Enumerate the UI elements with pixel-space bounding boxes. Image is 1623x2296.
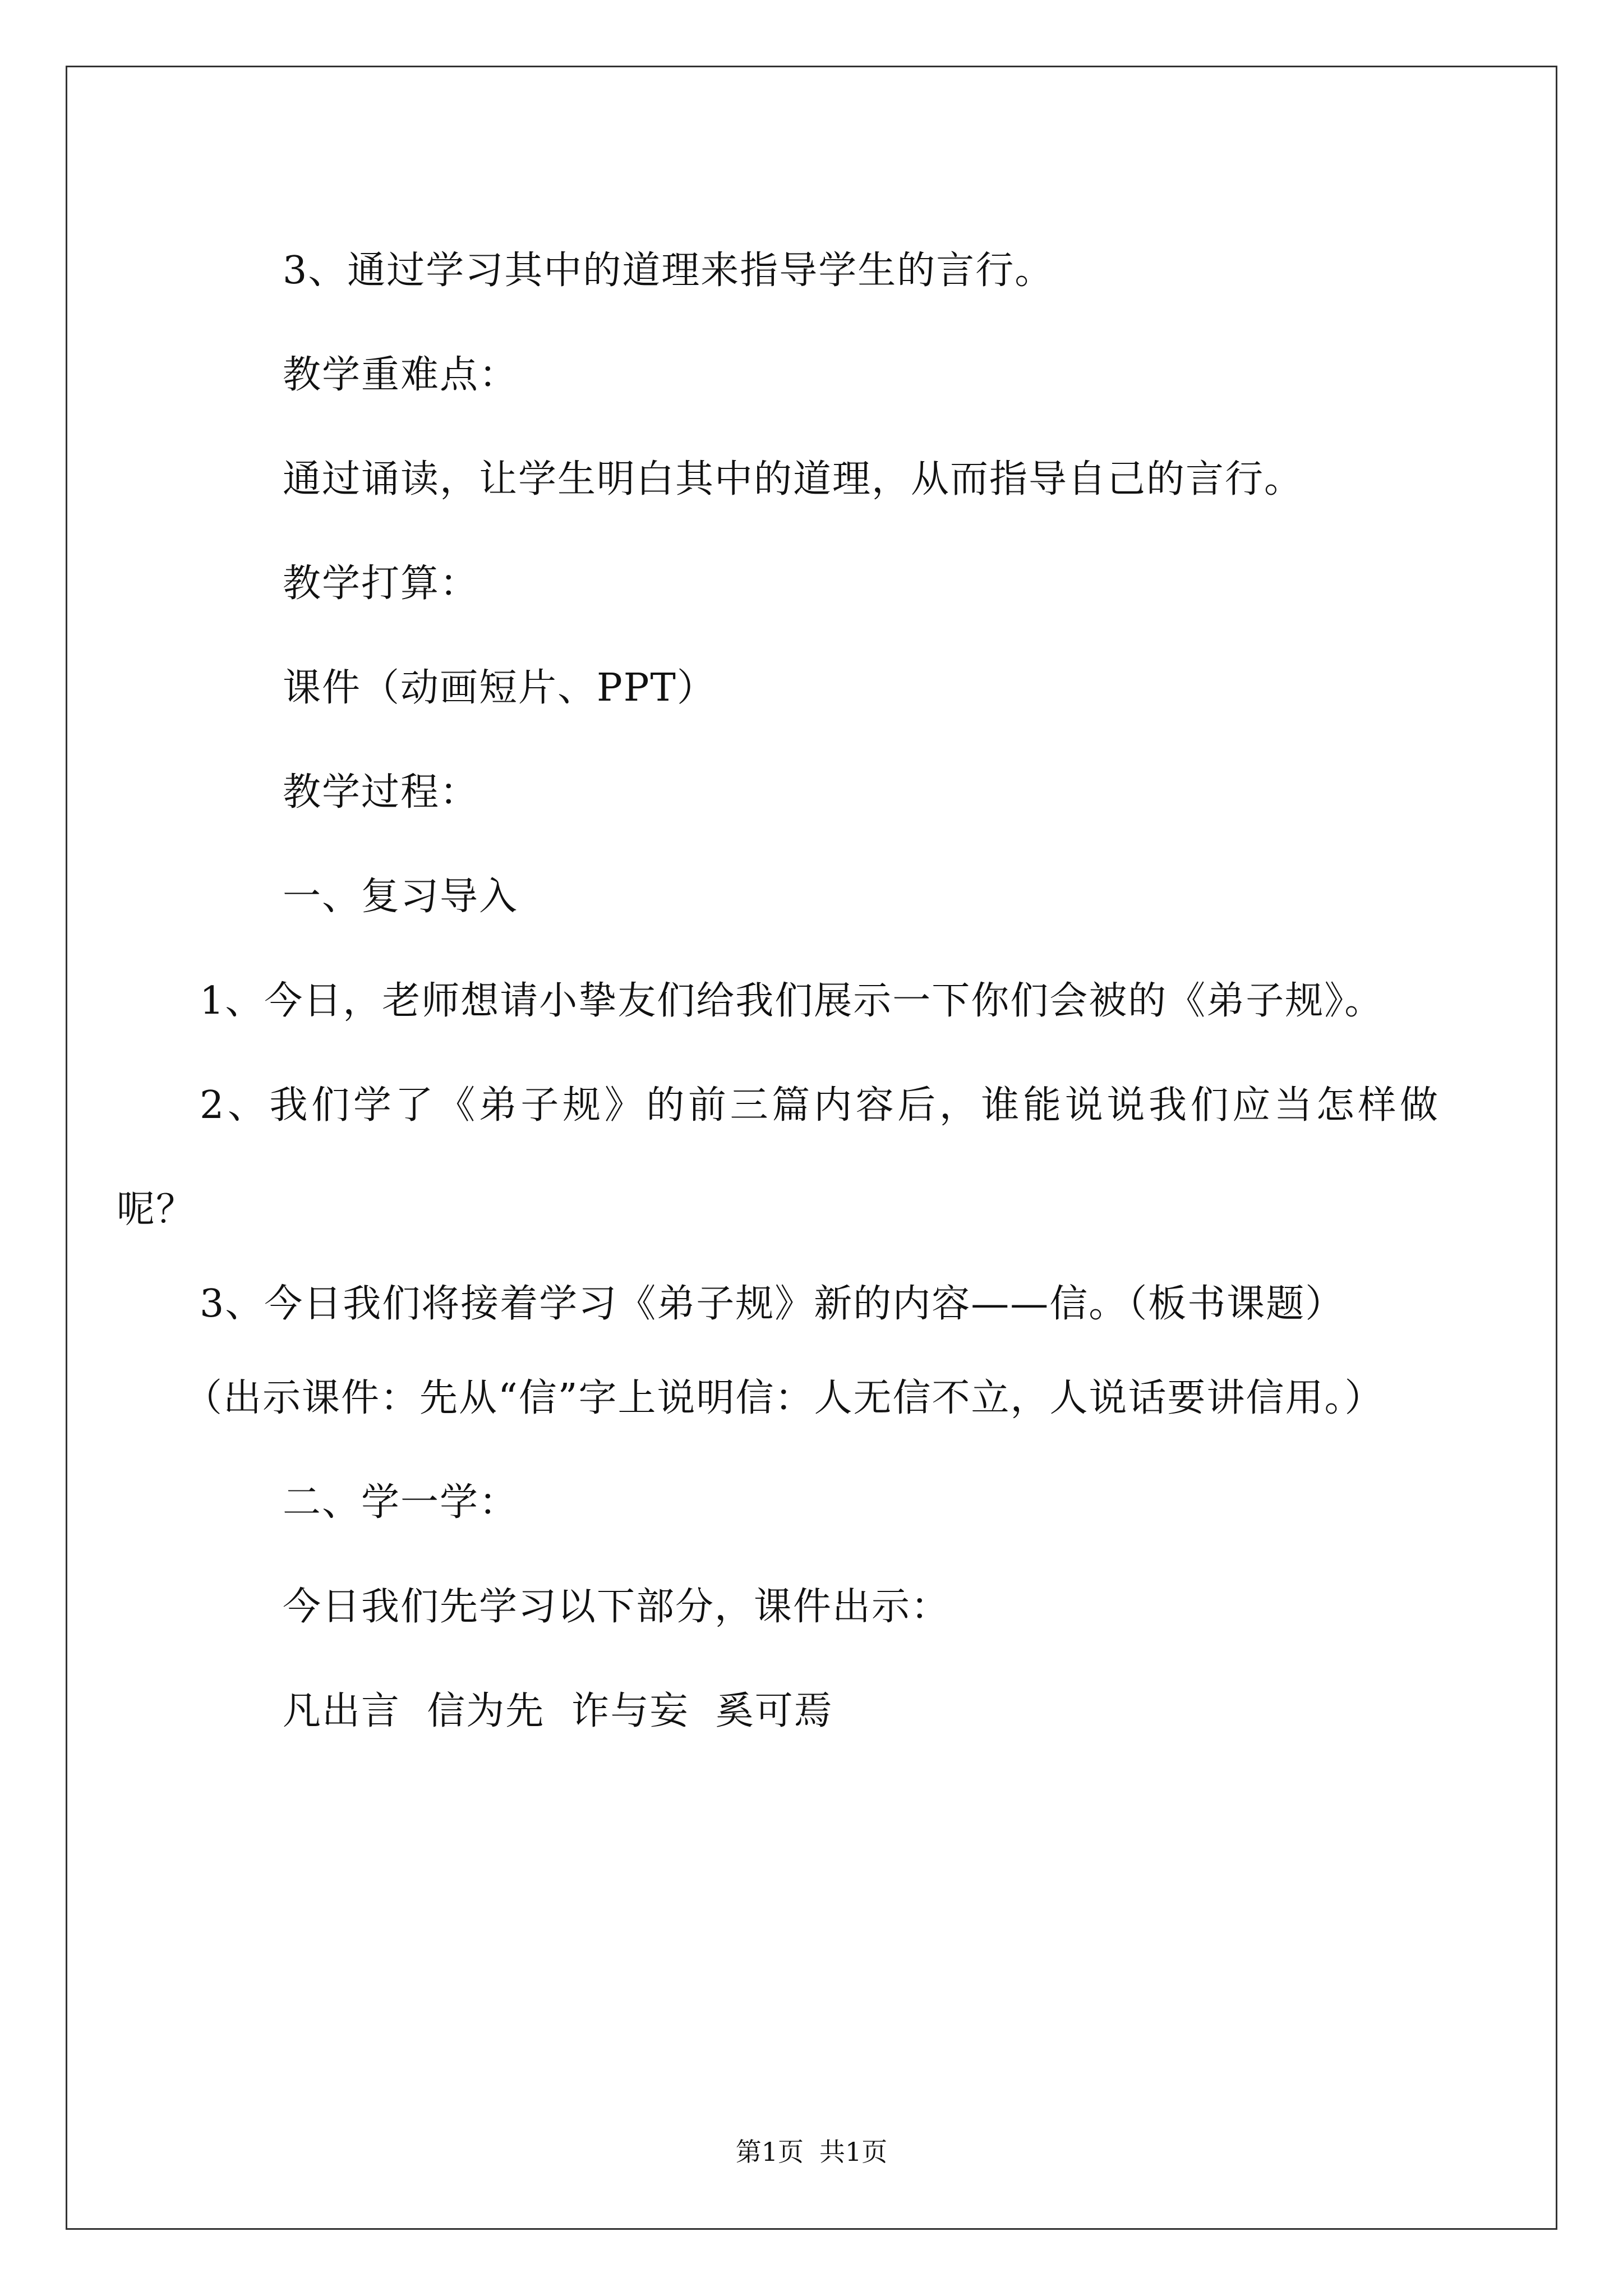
page-number: 第1页: [735, 2137, 804, 2167]
document-body: [117, 219, 1439, 1764]
paragraph: 课件（动画短片、PPT）: [283, 666, 716, 710]
paragraph: 一、复习导入: [283, 875, 519, 919]
paragraph: 教学打算：: [283, 562, 479, 606]
paragraph: 2、我们学了《弟子规》的前三篇内容后，谁能说说我们应当怎样做呢？: [117, 1083, 1439, 1232]
paragraph: 3、通过学习其中的道理来指导学生的言行。: [283, 249, 1054, 293]
paragraph: 二、学一学：: [283, 1480, 519, 1525]
page-total: 共1页: [819, 2137, 888, 2167]
paragraph: 1、今日，老师想请小挚友们给我们展示一下你们会被的《弟子规》。: [200, 979, 1384, 1023]
paragraph: 教学重难点：: [283, 353, 519, 397]
paragraph: 3、今日我们将接着学习《弟子规》新的内容——信。（板书课题）: [200, 1282, 1345, 1326]
page-footer: [0, 2132, 1623, 2169]
paragraph: 教学过程：: [283, 770, 479, 815]
paragraph: 通过诵读，让学生明白其中的道理，从而指导自己的言行。: [283, 457, 1304, 501]
paragraph: 今日我们先学习以下部分，课件出示：: [283, 1585, 951, 1629]
paragraph: 凡出言 信为先 诈与妄 奚可焉: [283, 1689, 833, 1733]
paragraph: （出示课件：先从“信”字上说明信：人无信不立，人说话要讲信用。）: [184, 1376, 1384, 1420]
